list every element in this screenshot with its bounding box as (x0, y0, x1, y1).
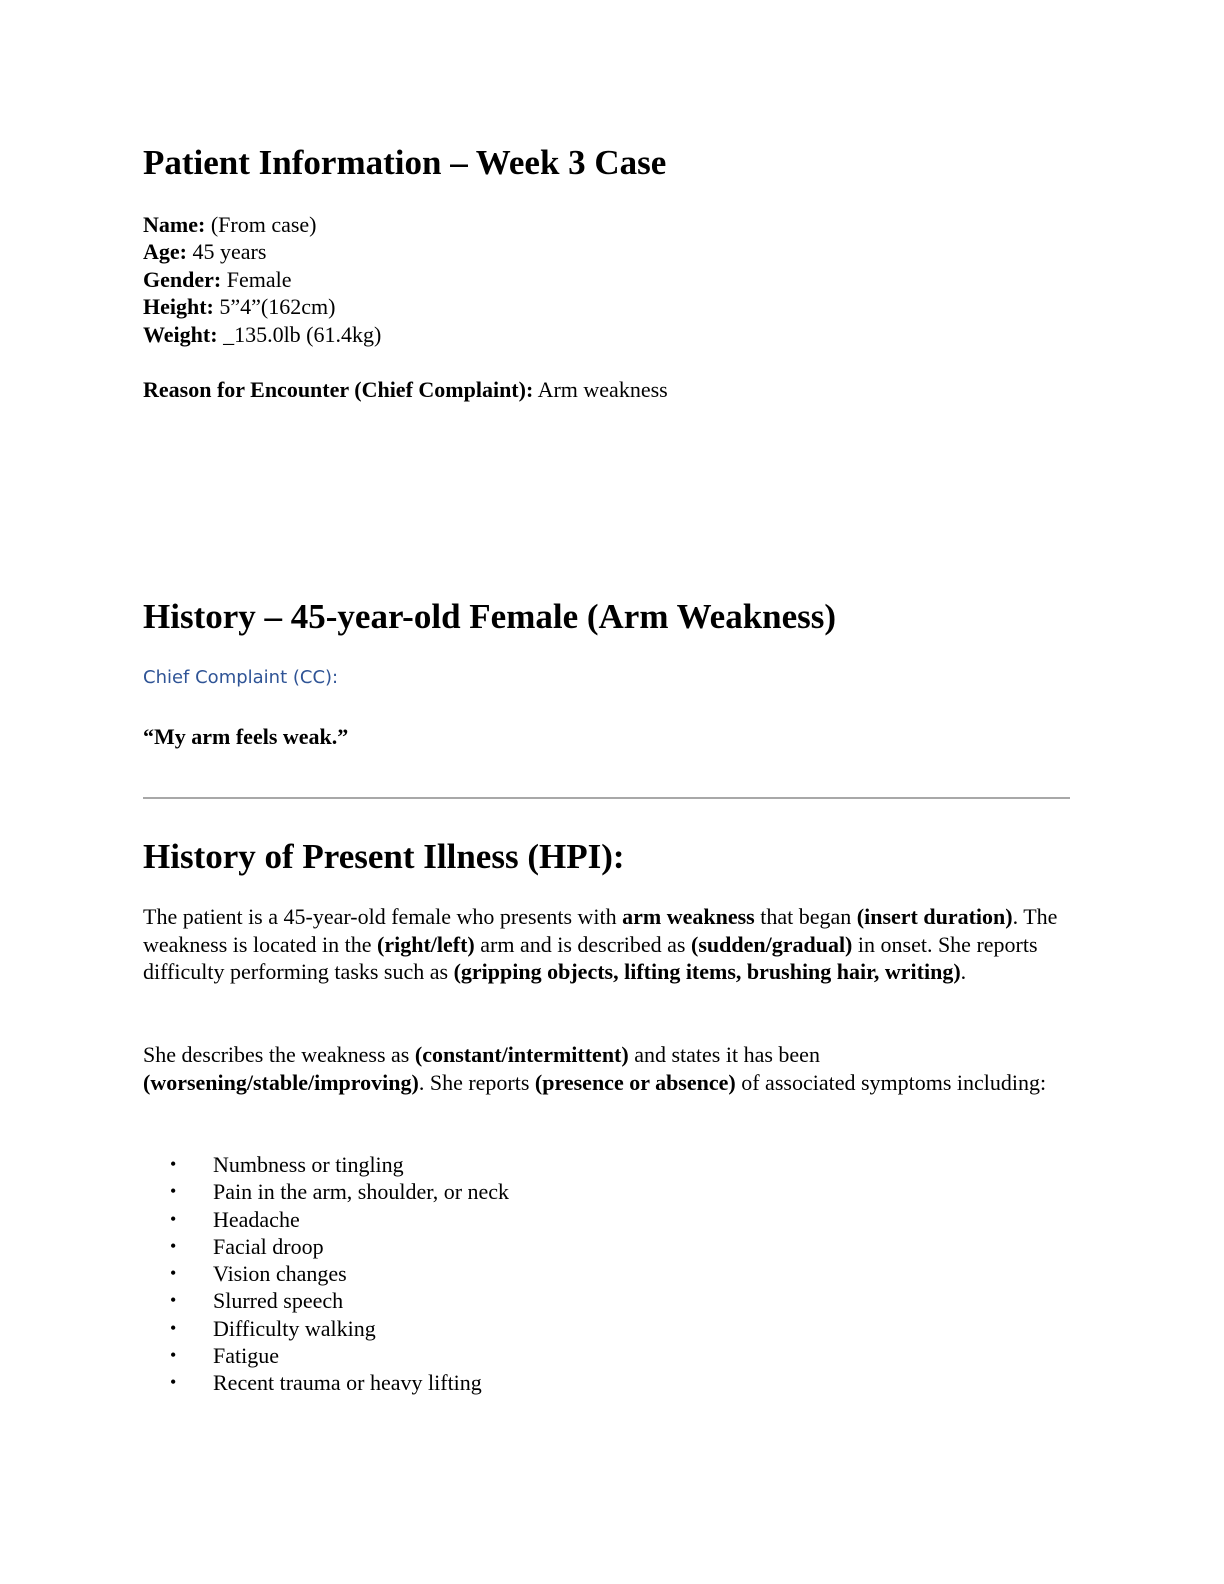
field-value: _135.0lb (61.4kg) (217, 321, 382, 347)
text-run: . The weakness is located in the (143, 904, 1058, 957)
field-label: Height: (143, 294, 214, 320)
list-item-text: Difficulty walking (213, 1315, 376, 1341)
field-value: 45 years (186, 239, 267, 265)
reason-for-encounter (143, 376, 668, 403)
horizontal-rule (143, 797, 1070, 799)
text-run: that began (754, 904, 857, 929)
patient-fields (143, 211, 381, 348)
list-item (170, 1287, 509, 1314)
list-item (170, 1342, 509, 1369)
text-run-bold: (sudden/gradual) (691, 931, 853, 957)
list-item-text: Numbness or tingling (213, 1152, 404, 1177)
field-value: Female (221, 266, 292, 292)
bullet-icon: • (170, 1263, 177, 1284)
reason-value: Arm weakness (533, 377, 668, 402)
bullet-icon: • (170, 1208, 177, 1229)
list-item (170, 1315, 509, 1342)
list-item (170, 1178, 509, 1205)
list-item (170, 1260, 509, 1287)
text-run-bold: (insert duration) (856, 904, 1013, 929)
bullet-icon: • (170, 1345, 177, 1366)
hpi-paragraph-2 (143, 1041, 1073, 1096)
field-label: Gender: (143, 266, 222, 292)
bullet-icon: • (170, 1317, 177, 1338)
text-run: . (960, 959, 967, 984)
list-item (170, 1369, 509, 1396)
list-item (170, 1151, 509, 1178)
text-run: arm and is described as (474, 931, 691, 957)
field-label: Weight: (143, 321, 218, 347)
bullet-icon: • (170, 1181, 177, 1202)
field-value: 5”4”(162cm) (213, 294, 336, 320)
bullet-icon: • (170, 1154, 177, 1174)
bullet-icon: • (170, 1235, 177, 1256)
text-run: and states it has been (628, 1042, 820, 1067)
text-run: She describes the weakness as (143, 1042, 415, 1067)
chief-complaint-subheading: Chief Complaint (CC): (143, 667, 339, 688)
list-item-text: Recent trauma or heavy lifting (213, 1370, 482, 1396)
list-item-text: Fatigue (213, 1343, 279, 1369)
list-item-text: Facial droop (213, 1233, 324, 1259)
bullet-icon: • (170, 1290, 177, 1311)
text-run: The patient is a 45-year-old female who presents with (143, 904, 623, 929)
list-item-text: Pain in the arm, shoulder, or neck (213, 1179, 510, 1205)
text-run: of associated symptoms including: (735, 1069, 1047, 1095)
hpi-heading: History of Present Illness (HPI): (143, 837, 625, 876)
field-label: Age: (143, 239, 187, 265)
list-item-text: Slurred speech (213, 1288, 344, 1314)
field-label: Name: (143, 212, 206, 237)
text-run-bold: (presence or absence) (534, 1069, 736, 1095)
symptom-list (170, 1151, 509, 1397)
text-run-bold: arm weakness (622, 904, 755, 929)
text-run-bold: (right/left) (377, 931, 475, 957)
reason-label: Reason for Encounter (Chief Complaint): (143, 377, 534, 402)
chief-complaint-quote: “My arm feels weak.” (143, 724, 349, 749)
gender-field (143, 266, 381, 293)
list-item (170, 1206, 509, 1233)
list-item-text: Headache (213, 1206, 300, 1232)
hpi-paragraph-1 (143, 903, 1073, 986)
bullet-icon: • (170, 1372, 177, 1393)
age-field (143, 238, 381, 265)
list-item-text: Vision changes (213, 1261, 347, 1287)
patient-info-heading: Patient Information – Week 3 Case (143, 143, 667, 182)
text-run: in onset. She reports difficulty performing tasks such as (143, 931, 1038, 984)
field-value: (From case) (205, 212, 317, 237)
text-run-bold: (constant/intermittent) (414, 1042, 629, 1067)
list-item (170, 1233, 509, 1260)
text-run-bold: (gripping objects, lifting items, brushing hair, writing) (453, 959, 961, 984)
name-field (143, 211, 381, 238)
text-run: . She reports (418, 1069, 535, 1095)
height-field (143, 293, 381, 320)
text-run-bold: (worsening/stable/improving) (143, 1069, 419, 1095)
weight-field (143, 321, 381, 348)
history-heading: History – 45-year-old Female (Arm Weakness) (143, 597, 837, 636)
